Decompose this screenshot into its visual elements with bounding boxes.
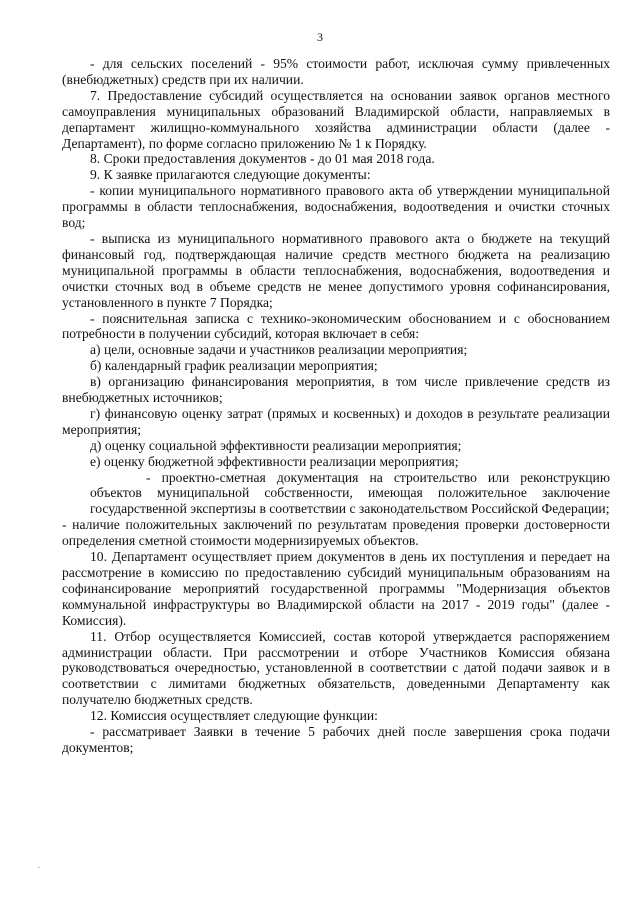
list-item-explanatory-note: - пояснительная записка с технико-экономическим обоснованием и с обоснованием потребности в получении субсидий, которая включает в себя: (62, 310, 610, 342)
paragraph-item-12: 12. Комиссия осуществляет следующие функции: (90, 708, 378, 724)
sub-item-g: г) финансовую оценку затрат (прямых и косвенных) и доходов в результате реализации мероприятия; (62, 405, 610, 437)
paragraph-item-9: 9. К заявке прилагаются следующие документы: (90, 167, 371, 183)
sub-item-b: б) календарный график реализации мероприятия; (90, 358, 378, 374)
list-item-program-act: - копии муниципального нормативного правового акта об утверждении муниципальной программы в области теплоснабжения, водоснабжения, водоотведения и очистки сточных вод; (62, 183, 610, 231)
sub-item-v: в) организацию финансирования мероприятия, в том числе привлечение средств из внебюджетных источников; (62, 374, 610, 406)
paragraph-item-8: 8. Сроки предоставления документов - до 01 мая 2018 года. (90, 151, 435, 167)
paragraph-rural-settlements: - для сельских поселений - 95% стоимости работ, исключая сумму привлеченных (внебюджетных) средств при их наличии. (62, 56, 610, 87)
sub-item-a: а) цели, основные задачи и участников реализации мероприятия; (90, 342, 468, 358)
paragraph-item-7: 7. Предоставление субсидий осуществляется на основании заявок органов местного самоуправления муниципальных образований Владимирской области, направляемых в департамент жилищно-коммунального хозяйства администрации области (далее - Департамент), по форме согласно приложению № 1 к Порядку. (62, 87, 610, 151)
list-item-review-applications: - рассматривает Заявки в течение 5 рабочих дней после завершения срока подачи документов; (62, 724, 610, 755)
sub-item-e: е) оценку бюджетной эффективности реализации мероприятия; (90, 453, 459, 469)
list-item-positive-conclusions: - наличие положительных заключений по результатам проведения проверки достоверности определения сметной стоимости модернизируемых объектов. (62, 517, 610, 549)
sub-item-d: д) оценку социальной эффективности реализации мероприятия; (90, 437, 462, 453)
page-number: 3 (317, 30, 323, 44)
scan-dot-mark: . (38, 861, 40, 870)
paragraph-item-11: 11. Отбор осуществляется Комиссией, состав которой утверждается распоряжением администрации области. При рассмотрении и отборе Участников Комиссия обязана руководствоваться очередностью, установленной в соответствии с датой подачи заявок и в соответствии с лимитами бюджетных обязательств, доведенными Департаменту как получателю бюджетных средств. (62, 628, 610, 708)
list-item-budget-extract: - выписка из муниципального нормативного правового акта о бюджете на текущий финансовый год, подтверждающая наличие средств местного бюджета на реализацию муниципальной программы в области теплоснабжения, водоснабжения, водоотведения и очистки сточных вод в объеме средств не менее допустимого уровня софинансирования, установленного в пункте 7 Порядка; (62, 230, 610, 310)
list-item-design-documentation: - проектно-сметная документация на строительство или реконструкцию объектов муниципальной собственности, имеющая положительное заключение государственной экспертизы в соответствии с законодательством Российской Федерации; (90, 469, 610, 517)
document-body (62, 56, 610, 756)
paragraph-item-10: 10. Департамент осуществляет прием документов в день их поступления и передает на рассмотрение в комиссию по предоставлению субсидий муниципальным образованиям на софинансирование мероприятий государственной программы "Модернизация объектов коммунальной инфраструктуры во Владимирской области на 2017 - 2019 годы" (далее - Комиссия). (62, 549, 610, 628)
